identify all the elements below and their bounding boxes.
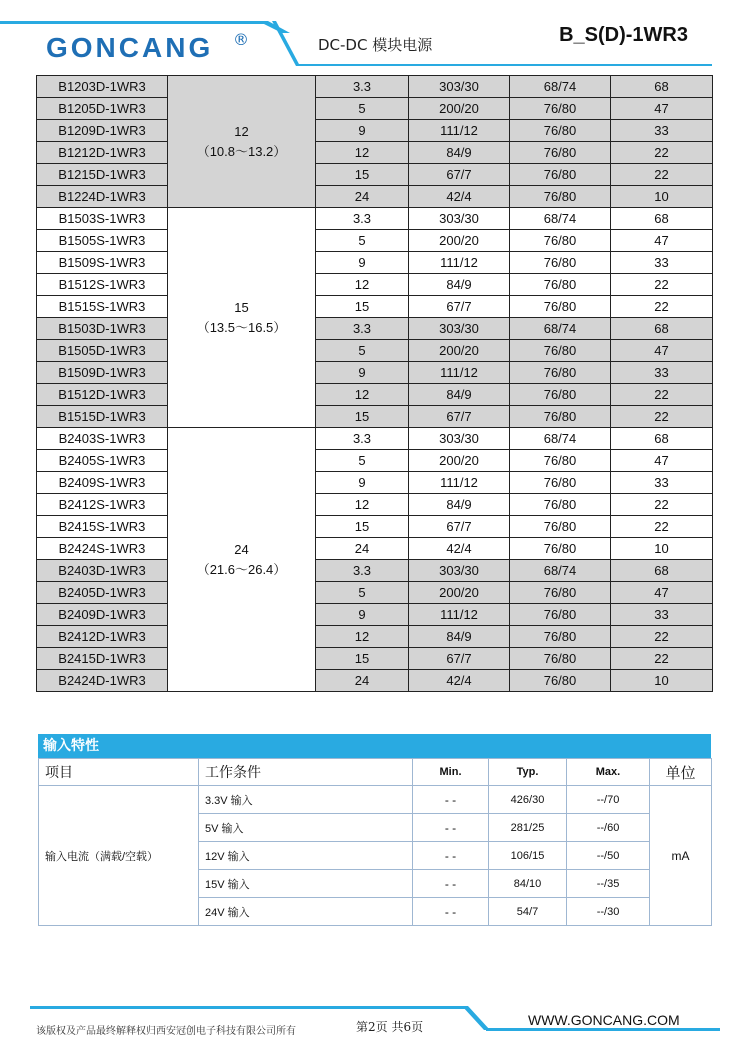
output-voltage-cell: 12 <box>316 274 409 296</box>
efficiency-cell: 68/74 <box>510 318 611 340</box>
efficiency-cell: 76/80 <box>510 362 611 384</box>
output-voltage-cell: 9 <box>316 472 409 494</box>
model-cell: B1512S-1WR3 <box>37 274 168 296</box>
max-cell: --/30 <box>567 898 650 926</box>
input-table-header-row <box>39 759 712 786</box>
table-row <box>37 186 713 208</box>
efficiency-cell: 76/80 <box>510 384 611 406</box>
output-voltage-cell: 15 <box>316 648 409 670</box>
output-voltage-cell: 5 <box>316 450 409 472</box>
section-title: 输入特性 <box>38 734 711 758</box>
capacitive-load-cell: 68 <box>611 318 713 340</box>
model-cell: B2409S-1WR3 <box>37 472 168 494</box>
min-cell: - - <box>413 814 489 842</box>
output-current-cell: 303/30 <box>409 208 510 230</box>
efficiency-cell: 76/80 <box>510 494 611 516</box>
capacitive-load-cell: 10 <box>611 538 713 560</box>
model-cell: B2403D-1WR3 <box>37 560 168 582</box>
table-row <box>37 560 713 582</box>
capacitive-load-cell: 22 <box>611 516 713 538</box>
efficiency-cell: 76/80 <box>510 120 611 142</box>
header-typ: Typ. <box>489 759 567 786</box>
capacitive-load-cell: 33 <box>611 252 713 274</box>
table-row <box>37 450 713 472</box>
capacitive-load-cell: 10 <box>611 186 713 208</box>
header-accent-slant <box>272 21 300 66</box>
output-current-cell: 67/7 <box>409 648 510 670</box>
efficiency-cell: 76/80 <box>510 538 611 560</box>
output-voltage-cell: 3.3 <box>316 318 409 340</box>
efficiency-cell: 68/74 <box>510 428 611 450</box>
model-cell: B1209D-1WR3 <box>37 120 168 142</box>
output-current-cell: 67/7 <box>409 516 510 538</box>
model-cell: B1203D-1WR3 <box>37 76 168 98</box>
model-cell: B1515D-1WR3 <box>37 406 168 428</box>
model-cell: B1505S-1WR3 <box>37 230 168 252</box>
header-rule <box>296 64 712 66</box>
footer-accent-slant <box>462 1006 490 1030</box>
table-row <box>37 648 713 670</box>
efficiency-cell: 76/80 <box>510 340 611 362</box>
condition-cell: 3.3V 输入 <box>199 786 413 814</box>
model-cell: B1512D-1WR3 <box>37 384 168 406</box>
model-cell: B1224D-1WR3 <box>37 186 168 208</box>
table-row <box>37 472 713 494</box>
output-current-cell: 200/20 <box>409 582 510 604</box>
model-cell: B2415S-1WR3 <box>37 516 168 538</box>
copyright-notice: 该版权及产品最终解释权归西安冠创电子科技有限公司所有 <box>36 1026 296 1037</box>
capacitive-load-cell: 47 <box>611 98 713 120</box>
efficiency-cell: 76/80 <box>510 274 611 296</box>
max-cell: --/60 <box>567 814 650 842</box>
capacitive-load-cell: 33 <box>611 362 713 384</box>
efficiency-cell: 76/80 <box>510 252 611 274</box>
header-subtitle: DC-DC 模块电源 <box>318 36 433 54</box>
capacitive-load-cell: 22 <box>611 164 713 186</box>
table-row <box>37 494 713 516</box>
model-table <box>36 75 713 692</box>
input-table-row <box>39 786 712 814</box>
model-cell: B2415D-1WR3 <box>37 648 168 670</box>
output-voltage-cell: 12 <box>316 494 409 516</box>
output-voltage-cell: 12 <box>316 142 409 164</box>
typ-cell: 54/7 <box>489 898 567 926</box>
output-current-cell: 200/20 <box>409 450 510 472</box>
model-cell: B2424D-1WR3 <box>37 670 168 692</box>
table-row <box>37 406 713 428</box>
model-cell: B2412S-1WR3 <box>37 494 168 516</box>
table-row <box>37 98 713 120</box>
output-voltage-cell: 9 <box>316 362 409 384</box>
table-row <box>37 516 713 538</box>
header-min: Min. <box>413 759 489 786</box>
min-cell: - - <box>413 842 489 870</box>
capacitive-load-cell: 68 <box>611 208 713 230</box>
table-row <box>37 340 713 362</box>
table-row <box>37 208 713 230</box>
output-voltage-cell: 24 <box>316 538 409 560</box>
efficiency-cell: 68/74 <box>510 560 611 582</box>
capacitive-load-cell: 22 <box>611 142 713 164</box>
output-voltage-cell: 5 <box>316 98 409 120</box>
input-table-body <box>39 759 712 926</box>
output-current-cell: 84/9 <box>409 626 510 648</box>
table-row <box>37 362 713 384</box>
input-table <box>38 758 712 926</box>
capacitive-load-cell: 47 <box>611 340 713 362</box>
model-table-body <box>37 76 713 692</box>
model-cell: B1509D-1WR3 <box>37 362 168 384</box>
condition-cell: 15V 输入 <box>199 870 413 898</box>
output-current-cell: 42/4 <box>409 186 510 208</box>
condition-cell: 24V 输入 <box>199 898 413 926</box>
input-voltage-cell <box>168 208 316 428</box>
input-voltage-nominal: 15 <box>234 299 249 315</box>
table-row <box>37 604 713 626</box>
model-cell: B2405D-1WR3 <box>37 582 168 604</box>
capacitive-load-cell: 47 <box>611 230 713 252</box>
model-cell: B2405S-1WR3 <box>37 450 168 472</box>
output-voltage-cell: 12 <box>316 384 409 406</box>
table-row <box>37 142 713 164</box>
capacitive-load-cell: 33 <box>611 120 713 142</box>
capacitive-load-cell: 22 <box>611 296 713 318</box>
header-unit: 单位 <box>650 759 712 786</box>
table-row <box>37 120 713 142</box>
capacitive-load-cell: 33 <box>611 472 713 494</box>
output-current-cell: 42/4 <box>409 670 510 692</box>
parameter-cell: 输入电流（满载/空载） <box>39 786 199 926</box>
model-cell: B2403S-1WR3 <box>37 428 168 450</box>
output-current-cell: 303/30 <box>409 560 510 582</box>
output-current-cell: 42/4 <box>409 538 510 560</box>
output-current-cell: 303/30 <box>409 76 510 98</box>
efficiency-cell: 76/80 <box>510 186 611 208</box>
min-cell: - - <box>413 786 489 814</box>
model-cell: B2424S-1WR3 <box>37 538 168 560</box>
typ-cell: 426/30 <box>489 786 567 814</box>
table-row <box>37 582 713 604</box>
input-voltage-range: （21.6～26.4） <box>196 561 287 577</box>
capacitive-load-cell: 22 <box>611 494 713 516</box>
capacitive-load-cell: 10 <box>611 670 713 692</box>
capacitive-load-cell: 47 <box>611 582 713 604</box>
table-row <box>37 76 713 98</box>
output-current-cell: 67/7 <box>409 164 510 186</box>
output-voltage-cell: 3.3 <box>316 560 409 582</box>
output-voltage-cell: 3.3 <box>316 428 409 450</box>
table-row <box>37 538 713 560</box>
output-voltage-cell: 5 <box>316 582 409 604</box>
efficiency-cell: 76/80 <box>510 406 611 428</box>
capacitive-load-cell: 22 <box>611 626 713 648</box>
header-item: 项目 <box>39 759 199 786</box>
efficiency-cell: 76/80 <box>510 670 611 692</box>
table-row <box>37 274 713 296</box>
input-voltage-range: （13.5～16.5） <box>196 319 287 335</box>
condition-cell: 12V 输入 <box>199 842 413 870</box>
table-row <box>37 164 713 186</box>
output-current-cell: 84/9 <box>409 274 510 296</box>
model-cell: B1215D-1WR3 <box>37 164 168 186</box>
capacitive-load-cell: 68 <box>611 76 713 98</box>
efficiency-cell: 76/80 <box>510 450 611 472</box>
page-header <box>0 0 750 75</box>
page-footer <box>0 1000 750 1057</box>
table-row <box>37 230 713 252</box>
efficiency-cell: 76/80 <box>510 604 611 626</box>
model-cell: B1515S-1WR3 <box>37 296 168 318</box>
efficiency-cell: 76/80 <box>510 626 611 648</box>
capacitive-load-cell: 22 <box>611 274 713 296</box>
input-voltage-cell <box>168 76 316 208</box>
min-cell: - - <box>413 870 489 898</box>
output-current-cell: 200/20 <box>409 98 510 120</box>
model-cell: B1212D-1WR3 <box>37 142 168 164</box>
table-row <box>37 670 713 692</box>
typ-cell: 84/10 <box>489 870 567 898</box>
efficiency-cell: 76/80 <box>510 230 611 252</box>
table-row <box>37 318 713 340</box>
condition-cell: 5V 输入 <box>199 814 413 842</box>
output-current-cell: 200/20 <box>409 340 510 362</box>
output-voltage-cell: 9 <box>316 120 409 142</box>
model-cell: B1205D-1WR3 <box>37 98 168 120</box>
output-voltage-cell: 24 <box>316 670 409 692</box>
efficiency-cell: 76/80 <box>510 648 611 670</box>
page-number: 第2页 共6页 <box>356 1020 424 1034</box>
model-cell: B1509S-1WR3 <box>37 252 168 274</box>
header-max: Max. <box>567 759 650 786</box>
efficiency-cell: 68/74 <box>510 76 611 98</box>
efficiency-cell: 68/74 <box>510 208 611 230</box>
capacitive-load-cell: 22 <box>611 648 713 670</box>
output-current-cell: 200/20 <box>409 230 510 252</box>
footer-rule <box>30 1006 465 1009</box>
unit-cell: mA <box>650 786 712 926</box>
brand-logo: GONCANG <box>46 32 214 63</box>
output-current-cell: 67/7 <box>409 296 510 318</box>
capacitive-load-cell: 47 <box>611 450 713 472</box>
model-cell: B2412D-1WR3 <box>37 626 168 648</box>
input-voltage-cell <box>168 428 316 692</box>
output-voltage-cell: 3.3 <box>316 76 409 98</box>
output-current-cell: 111/12 <box>409 604 510 626</box>
output-current-cell: 84/9 <box>409 142 510 164</box>
output-current-cell: 84/9 <box>409 384 510 406</box>
output-voltage-cell: 9 <box>316 252 409 274</box>
input-characteristics-section <box>38 734 711 926</box>
output-voltage-cell: 5 <box>316 230 409 252</box>
output-current-cell: 303/30 <box>409 318 510 340</box>
efficiency-cell: 76/80 <box>510 142 611 164</box>
table-row <box>37 428 713 450</box>
output-voltage-cell: 15 <box>316 516 409 538</box>
input-voltage-nominal: 12 <box>234 123 249 139</box>
output-voltage-cell: 24 <box>316 186 409 208</box>
table-row <box>37 296 713 318</box>
model-cell: B1503D-1WR3 <box>37 318 168 340</box>
input-voltage-range: （10.8～13.2） <box>196 143 287 159</box>
product-model: B_S(D)-1WR3 <box>559 24 688 46</box>
model-cell: B1503S-1WR3 <box>37 208 168 230</box>
efficiency-cell: 76/80 <box>510 516 611 538</box>
min-cell: - - <box>413 898 489 926</box>
output-current-cell: 303/30 <box>409 428 510 450</box>
output-current-cell: 111/12 <box>409 362 510 384</box>
output-voltage-cell: 12 <box>316 626 409 648</box>
table-row <box>37 252 713 274</box>
output-current-cell: 111/12 <box>409 252 510 274</box>
input-voltage-nominal: 24 <box>234 541 249 557</box>
website-link[interactable]: WWW.GONCANG.COM <box>528 1012 680 1028</box>
output-voltage-cell: 15 <box>316 406 409 428</box>
output-current-cell: 111/12 <box>409 120 510 142</box>
efficiency-cell: 76/80 <box>510 472 611 494</box>
efficiency-cell: 76/80 <box>510 98 611 120</box>
capacitive-load-cell: 68 <box>611 560 713 582</box>
footer-accent-bar <box>486 1028 720 1031</box>
max-cell: --/50 <box>567 842 650 870</box>
header-condition: 工作条件 <box>199 759 413 786</box>
output-voltage-cell: 5 <box>316 340 409 362</box>
efficiency-cell: 76/80 <box>510 164 611 186</box>
capacitive-load-cell: 33 <box>611 604 713 626</box>
capacitive-load-cell: 22 <box>611 384 713 406</box>
max-cell: --/70 <box>567 786 650 814</box>
registered-mark: ® <box>233 30 249 49</box>
output-current-cell: 111/12 <box>409 472 510 494</box>
table-row <box>37 384 713 406</box>
max-cell: --/35 <box>567 870 650 898</box>
output-current-cell: 67/7 <box>409 406 510 428</box>
model-cell: B1505D-1WR3 <box>37 340 168 362</box>
table-row <box>37 626 713 648</box>
model-cell: B2409D-1WR3 <box>37 604 168 626</box>
efficiency-cell: 76/80 <box>510 582 611 604</box>
output-voltage-cell: 3.3 <box>316 208 409 230</box>
typ-cell: 106/15 <box>489 842 567 870</box>
typ-cell: 281/25 <box>489 814 567 842</box>
output-voltage-cell: 9 <box>316 604 409 626</box>
output-voltage-cell: 15 <box>316 296 409 318</box>
capacitive-load-cell: 68 <box>611 428 713 450</box>
output-current-cell: 84/9 <box>409 494 510 516</box>
efficiency-cell: 76/80 <box>510 296 611 318</box>
capacitive-load-cell: 22 <box>611 406 713 428</box>
output-voltage-cell: 15 <box>316 164 409 186</box>
